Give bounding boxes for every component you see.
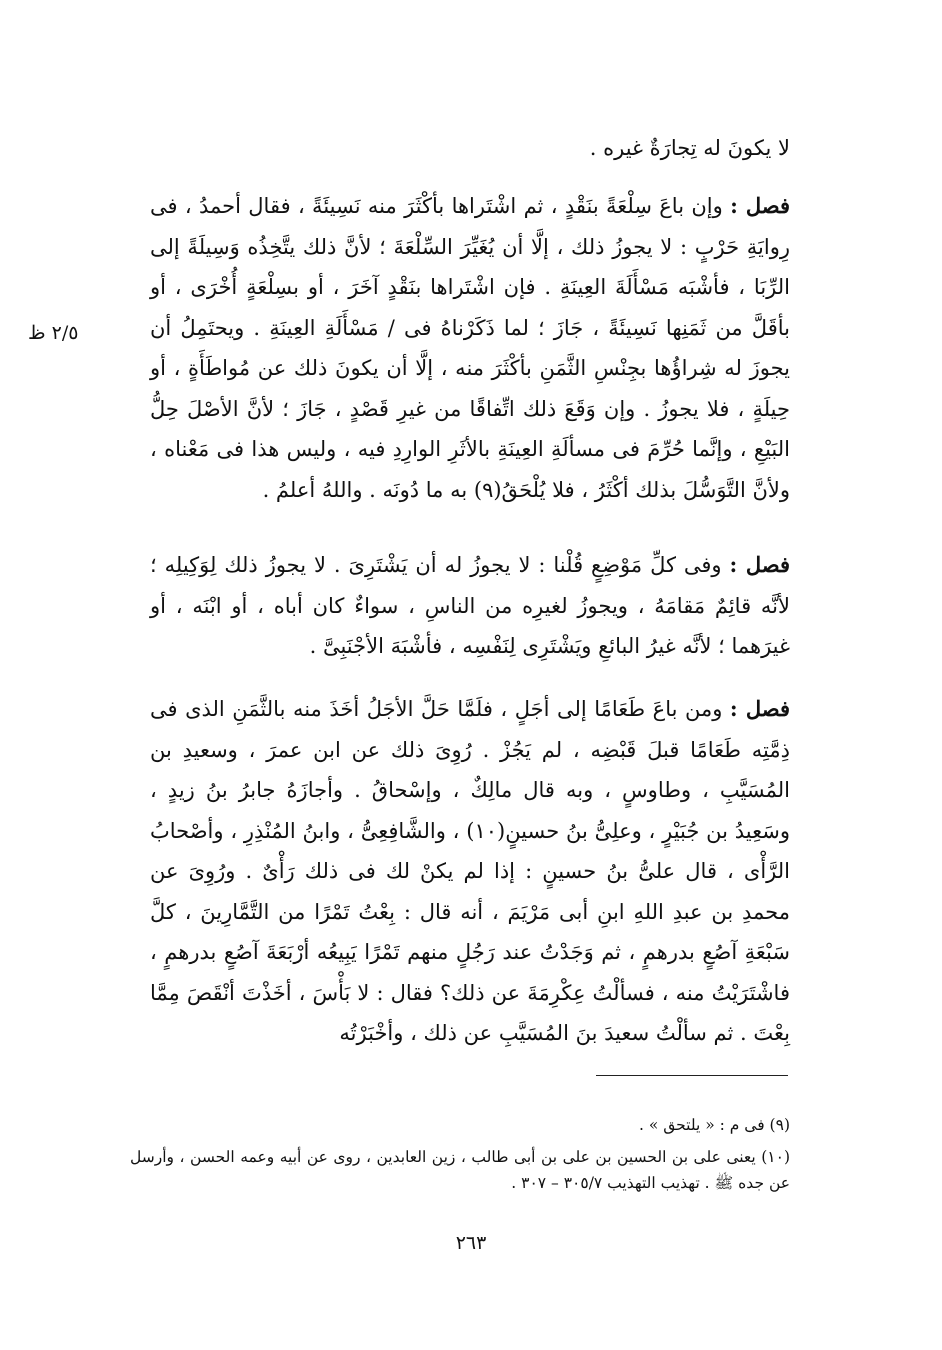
intro-line	[150, 128, 790, 169]
section-3-paragraph	[150, 689, 790, 1054]
section-3-label: فصل :	[729, 696, 790, 721]
footnotes	[130, 1112, 790, 1202]
footnote-divider	[596, 1075, 788, 1076]
margin-folio-note: ٢/٥ ظ	[28, 322, 79, 344]
page-number: ٢٦٣	[455, 1232, 487, 1254]
section-1-paragraph	[150, 186, 790, 510]
section-2-label: فصل :	[729, 552, 790, 577]
section-1-text: وإن باعَ سِلْعَةً بنَقْدٍ ، ثم اشْتَراها بأكْثَرَ منه نَسِيئَةً ، فقال أحمدُ ، فى رِوايَةِ حَرْبٍ : لا يجوزُ ذلك ، إلَّا أن يُغَيِّرَ السِّلْعَةَ ؛ لأنَّ ذلك يتَّخِذُه وَسِيلَةً إلى الرِّبَا ، فأشْبَه مَسْأَلَةَ العِينَةِ . فإن اشْتَراها بنَقْدٍ آخَرَ ، أو بسِلْعَةٍ أُخْرَى ، أو بأقَلَّ من ثَمَنِها نَسِيئَةً ، جَازَ ؛ لما ذَكَرْناهُ فى / مَسْأَلَةِ العِينَةِ . ويحتَمِلُ أن يجوزَ له شِراؤُها بجِنْسِ الثَّمَنِ بأكْثَرَ منه ، إلَّا أن يكونَ ذلك عن مُواطَأَةٍ ، أو حِيلَةٍ ، فلا يجوزُ . وإن وَقَعَ ذلك اتِّفاقًا من غيرِ قَصْدٍ ، جَازَ ؛ لأنَّ الأصْلَ حِلُّ البَيْعِ ، وإنَّما حُرِّمَ فى مسألَةِ العِينَةِ بالأثَرِ الوارِدِ فيه ، وليس هذا فى مَعْناه ، ولأنَّ التَّوَسُّلَ بذلك أكْثَرُ ، فلا يُلْحَقُ(٩) به ما دُونَه . واللهُ أعلمُ .	[150, 194, 790, 502]
section-3	[150, 689, 790, 1054]
footnote-10: (١٠) يعنى على بن الحسين بن على بن أبى طالب ، زين العابدين ، روى عن أبيه وعمه الحسن ، وأرسل عن جده ﷺ . تهذيب التهذيب ٣٠٥/٧ – ٣٠٧ .	[130, 1148, 790, 1192]
footnote-9: (٩) فى م : « يلتحق » .	[638, 1116, 790, 1134]
section-1-label: فصل :	[730, 193, 790, 218]
section-2-text: وفى كلِّ مَوْضِعٍ قُلْنا : لا يجوزُ له أن يَشْتَرِىَ . لا يجوزُ ذلك لِوَكِيلِه ؛ لأنَّه قائِمٌ مَقامَهُ ، ويجوزُ لغيرِه من الناسِ ، سواءٌ كان أباه ، أو ابْنَه ، أو غيرَهما ؛ لأنَّه غيرُ البائعِ ويَشْتَرِى لِنَفْسِه ، فأشْبَهَ الأجْنَبِىَّ .	[150, 553, 790, 658]
intro-text: لا يكونَ له تِجارَةٌ غيره .	[589, 136, 790, 160]
section-2-paragraph	[150, 545, 790, 667]
section-3-text: ومن باعَ طَعَامًا إلى أجَلٍ ، فلَمَّا حَلَّ الأجَلُ أخَذَ منه بالثَّمَنِ الذى فى ذِمَّتِه طَعَامًا قبلَ قَبْضِه ، لم يَجُزْ . رُوِىَ ذلك عن ابن عمرَ ، وسعيدِ بن المُسَيَّبِ ، وطاوسٍ ، وبه قال مالِكٌ ، وإسْحاقُ . وأجازَهُ جابرُ بنُ زيدٍ ، وسَعِيدُ بن جُبَيْرٍ ، وعلِىُّ بنُ حسينٍ(١٠) ، والشَّافِعِىُّ ، وابنُ المُنْذِرِ ، وأصْحابُ الرَّأْى ، قال علىُّ بنُ حسينٍ : إذا لم يكنْ لك فى ذلك رَأْىٌ . ورُوِىَ عن محمدِ بن عبدِ اللهِ ابنِ أبى مَرْيَمَ ، أنه قال : بِعْتُ تَمْرًا من التَّمَّارِينَ ، كلَّ سَبْعَةِ آصُعٍ بدرهمٍ ، ثم وَجَدْتُ عند رَجُلٍ منهم تَمْرًا يَبِيعُه أرْبَعَةَ آصُعٍ بدرهمٍ ، فاشْتَرَيْتُ منه ، فسألْتُ عِكْرِمَةَ عن ذلك؟ فقال : لا بَأْسَ ، أخَذْتَ أنْقَصَ مِمَّا بِعْتَ . ثم سألْتُ سعيدَ بنَ المُسَيَّبِ عن ذلك ، وأخْبَرْتُه	[150, 697, 790, 1045]
section-2	[150, 545, 790, 667]
section-1	[150, 186, 790, 510]
